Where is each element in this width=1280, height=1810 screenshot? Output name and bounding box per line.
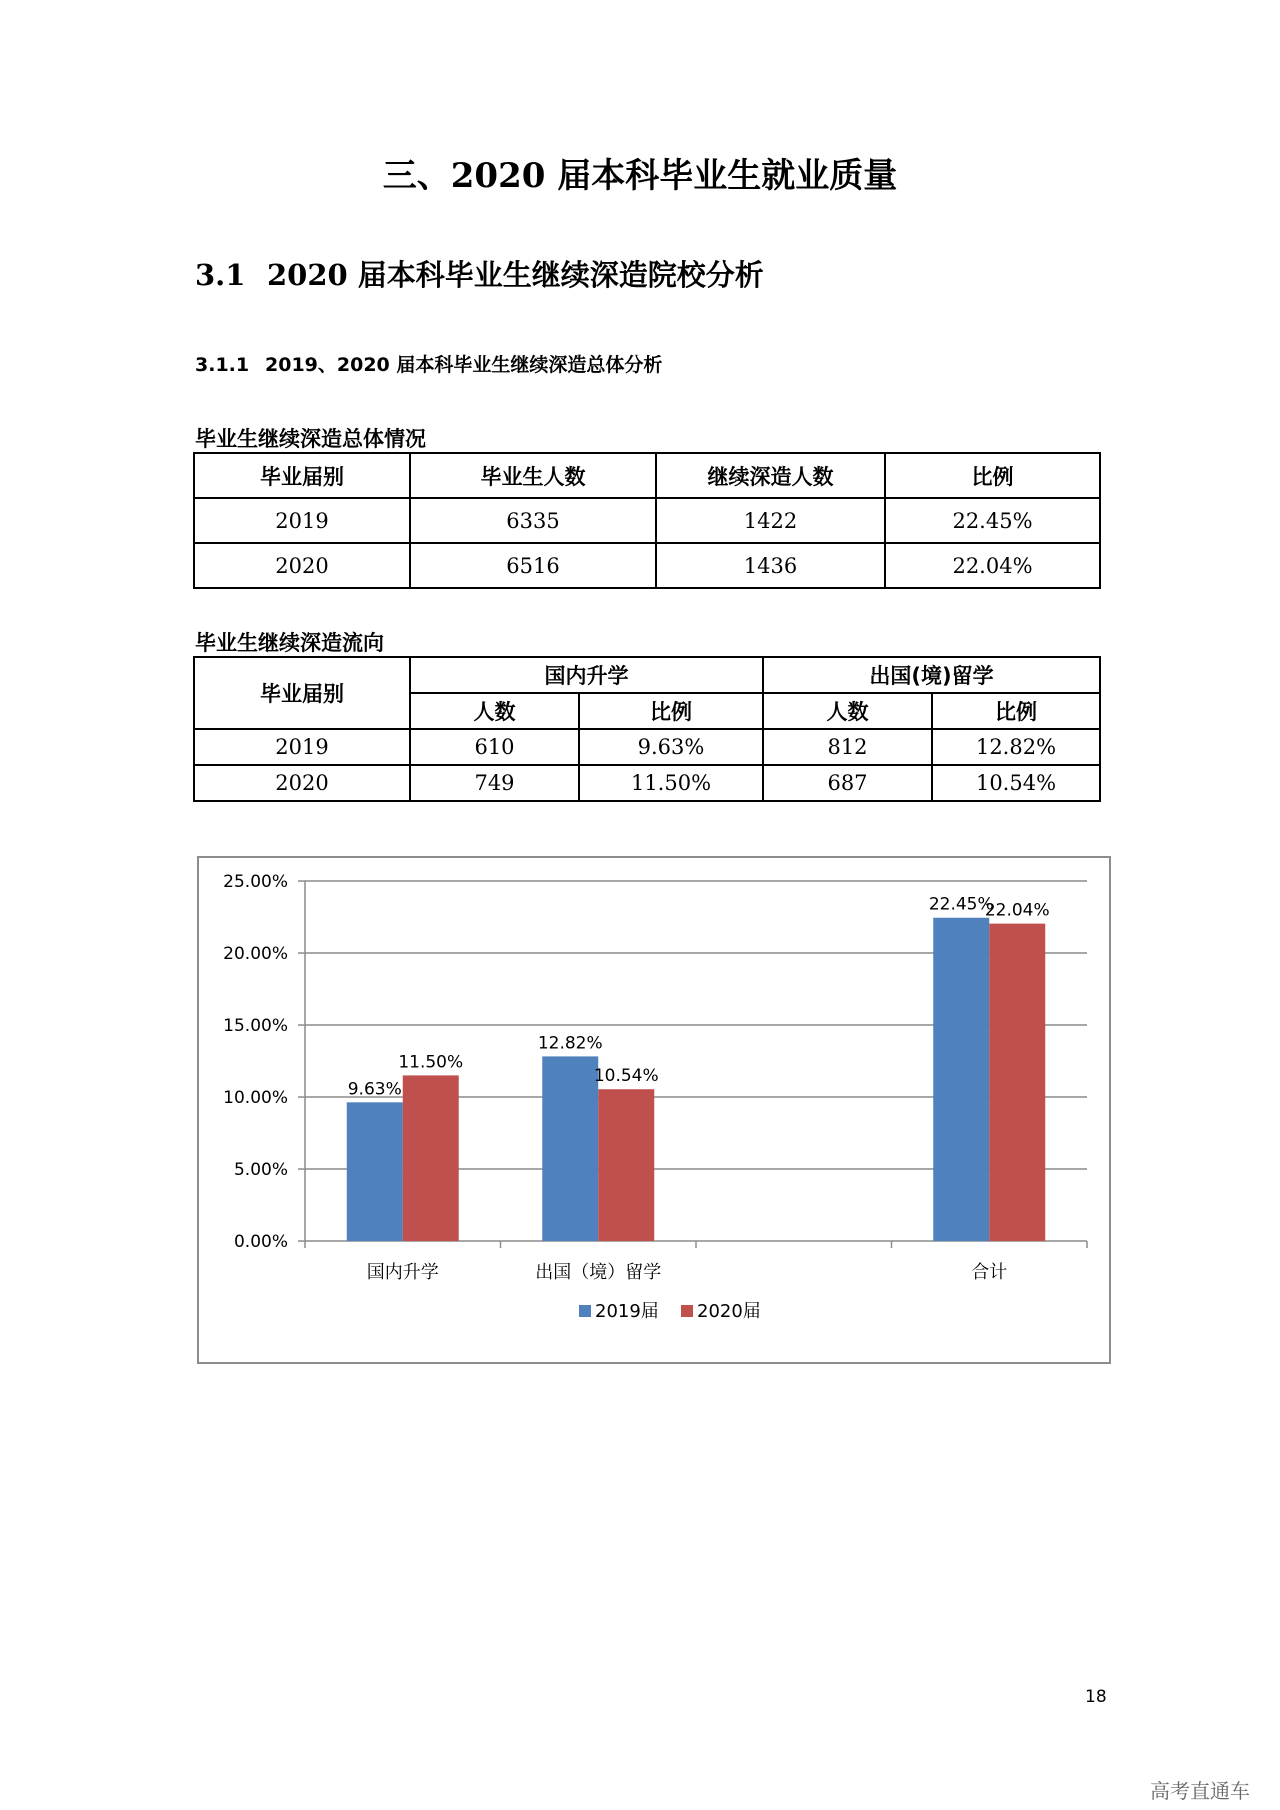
section-number: 3.1 — [195, 258, 246, 292]
subsection-title: 2019、2020 届本科毕业生继续深造总体分析 — [265, 354, 663, 376]
data-label: 22.04% — [984, 900, 1050, 921]
table-cell: 2019 — [194, 498, 410, 543]
data-label: 11.50% — [398, 1052, 464, 1073]
table-cell: 11.50% — [579, 765, 763, 801]
table-cell: 6516 — [410, 543, 656, 588]
data-label: 10.54% — [593, 1066, 659, 1087]
bar — [403, 1075, 459, 1241]
table-cell: 2020 — [194, 765, 410, 801]
table-cell: 6335 — [410, 498, 656, 543]
page-title: 三、2020 届本科毕业生就业质量 — [382, 156, 898, 196]
table-group-header: 国内升学 — [410, 657, 763, 693]
table-header-row — [194, 453, 1100, 498]
data-label: 9.63% — [347, 1079, 402, 1100]
table-header-cell: 比例 — [579, 693, 763, 729]
table-header-cell: 人数 — [763, 693, 932, 729]
table-cell: 812 — [763, 729, 932, 765]
y-tick-label: 15.00% — [223, 1016, 288, 1036]
bar — [598, 1089, 654, 1241]
table-group-header: 出国(境)留学 — [763, 657, 1100, 693]
table-cell: 22.04% — [885, 543, 1100, 588]
table-cell: 9.63% — [579, 729, 763, 765]
x-tick-label: 合计 — [971, 1262, 1008, 1283]
legend-label: 2019届 — [595, 1301, 659, 1322]
bar — [347, 1102, 403, 1241]
overall-table — [193, 452, 1101, 589]
flow-table — [193, 656, 1101, 802]
table-row — [194, 729, 1100, 765]
table-header-row — [194, 657, 1100, 693]
x-tick-label: 国内升学 — [366, 1262, 439, 1283]
table-header-cell: 毕业生人数 — [410, 453, 656, 498]
legend-label: 2020届 — [697, 1301, 761, 1322]
table-cell: 1422 — [656, 498, 885, 543]
table-cell: 610 — [410, 729, 579, 765]
table-header-cell: 比例 — [932, 693, 1100, 729]
watermark-text: 高考直通车 — [1150, 1779, 1250, 1803]
y-tick-label: 25.00% — [223, 872, 288, 892]
chart-frame — [197, 856, 1111, 1364]
data-label: 22.45% — [928, 894, 994, 915]
table-cell: 12.82% — [932, 729, 1100, 765]
table-row — [194, 543, 1100, 588]
table-cell: 687 — [763, 765, 932, 801]
table-cell: 1436 — [656, 543, 885, 588]
y-tick-label: 5.00% — [233, 1160, 288, 1180]
table-cell: 10.54% — [932, 765, 1100, 801]
table1-caption: 毕业生继续深造总体情况 — [195, 427, 426, 451]
section-title: 2020 届本科毕业生继续深造院校分析 — [267, 258, 764, 292]
table-header-cell: 比例 — [885, 453, 1100, 498]
x-tick-label: 出国（境）留学 — [535, 1262, 662, 1283]
bar — [989, 924, 1045, 1241]
table-row — [194, 765, 1100, 801]
table-header-cell: 毕业届别 — [194, 657, 410, 729]
y-tick-label: 0.00% — [233, 1232, 288, 1252]
legend-swatch — [579, 1305, 591, 1317]
bar — [933, 918, 989, 1241]
table-cell: 22.45% — [885, 498, 1100, 543]
bar — [542, 1056, 598, 1241]
bar-chart — [199, 858, 1109, 1362]
subsection-heading — [195, 350, 662, 377]
page-number: 18 — [1085, 1687, 1107, 1707]
table2-caption: 毕业生继续深造流向 — [195, 631, 384, 655]
table-header-cell: 继续深造人数 — [656, 453, 885, 498]
table-cell: 2019 — [194, 729, 410, 765]
legend-swatch — [681, 1305, 693, 1317]
subsection-number: 3.1.1 — [195, 354, 250, 376]
table-header-cell: 毕业届别 — [194, 453, 410, 498]
data-label: 12.82% — [537, 1033, 603, 1054]
table-cell: 749 — [410, 765, 579, 801]
table-header-cell: 人数 — [410, 693, 579, 729]
section-heading — [195, 253, 764, 294]
y-tick-label: 20.00% — [223, 944, 288, 964]
y-tick-label: 10.00% — [223, 1088, 288, 1108]
table-row — [194, 498, 1100, 543]
table-cell: 2020 — [194, 543, 410, 588]
